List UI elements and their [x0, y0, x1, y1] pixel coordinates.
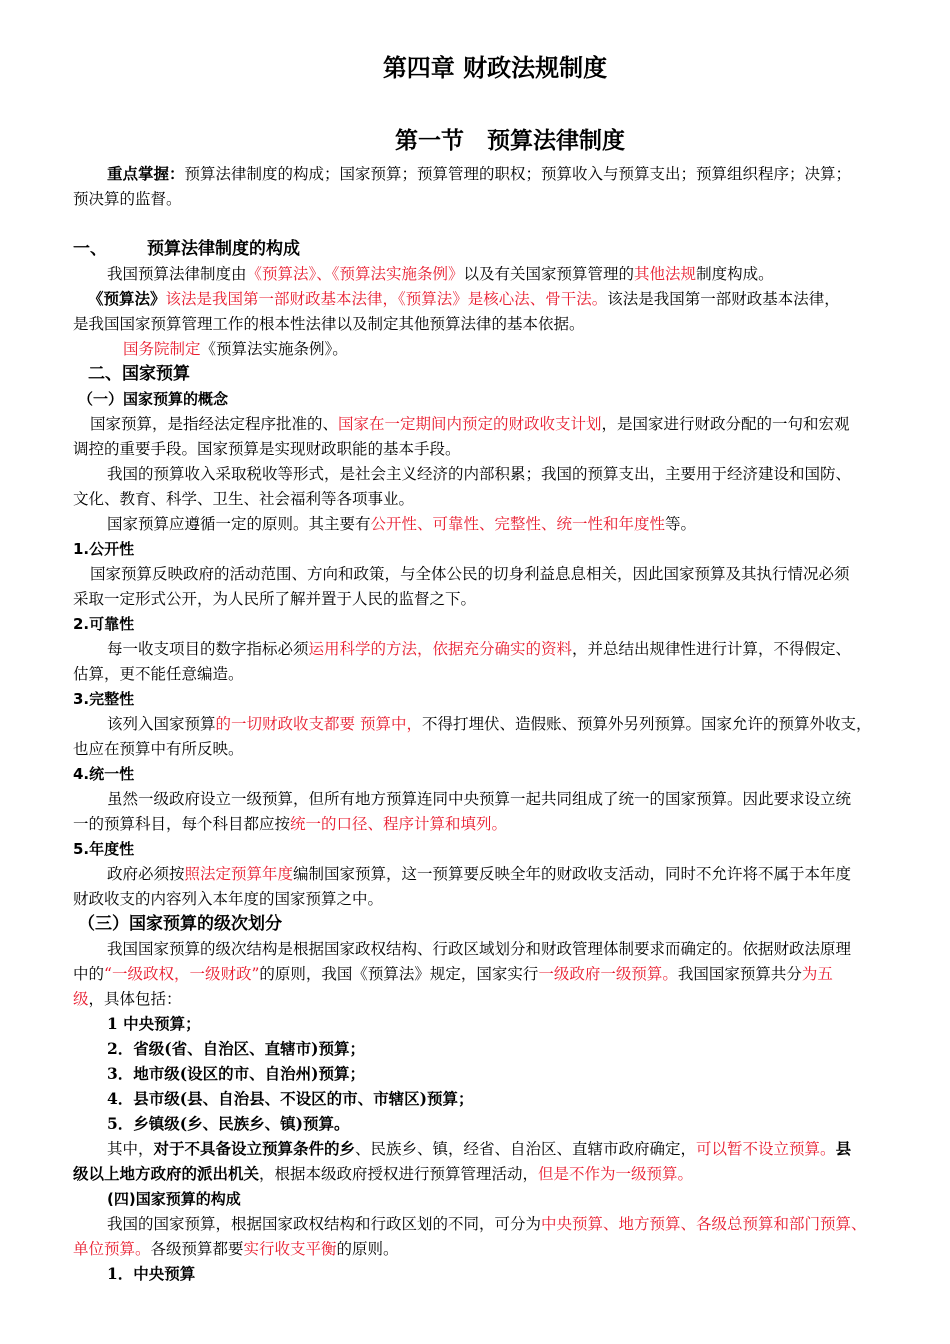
s2-paragraph-1-line2: 调控的重要手段。国家预算是实现财政职能的基本手段。 — [73, 440, 461, 458]
highlight-run: 《预算法》、《预算法实施条例》 — [246, 265, 464, 283]
key-points-line1 — [107, 164, 851, 184]
s3-paragraph-2-line2 — [73, 1164, 693, 1184]
bold-run: 《预算法》 — [88, 289, 166, 308]
level-item: 4．县市级(县、自治县、不设区的市、市辖区)预算； — [107, 1089, 474, 1108]
s3-paragraph-1-line1: 我国国家预算的级次结构是根据国家政权结构、行政区域划分和财政管理体制要求而确定的。依据财政法原理 — [107, 940, 852, 958]
section-title: 第一节 预算法律制度 — [395, 128, 625, 154]
s1-paragraph-1 — [107, 264, 774, 284]
principle-3-line2: 也应在预算中有所反映。 — [73, 740, 244, 758]
s3-paragraph-1-line3 — [73, 989, 182, 1009]
text-run: 我国国家预算共分 — [677, 965, 802, 983]
heading-s3: （三）国家预算的级次划分 — [78, 914, 282, 934]
s4-paragraph-1-line1 — [107, 1214, 867, 1234]
highlight-run: 公开性、可靠性、完整性、统一性和年度性 — [370, 515, 666, 533]
heading-s1-text: 预算法律制度的构成 — [147, 239, 300, 259]
principle-5-heading: 5.年度性 — [73, 840, 135, 858]
text-run: 政府必须按 — [107, 865, 185, 883]
s2-paragraph-3 — [107, 514, 696, 534]
s3-paragraph-2-line1 — [107, 1139, 851, 1159]
principle-5-line1 — [107, 864, 851, 884]
principle-1-line2: 采取一定形式公开，为人民所了解并置于人民的监督之下。 — [73, 590, 477, 608]
highlight-run: 单位预算。 — [73, 1240, 151, 1258]
principle-4-heading: 4.统一性 — [73, 765, 135, 783]
bold-run: 对于不具备设立预算条件的乡 — [153, 1139, 356, 1158]
s1-paragraph-2-line2: 是我国国家预算管理工作的根本性法律以及制定其他预算法律的基本依据。 — [73, 315, 585, 333]
highlight-run: 级 — [73, 990, 89, 1008]
text-run: 我国的国家预算，根据国家政权结构和行政区划的不同，可分为 — [107, 1215, 542, 1233]
text-run: 不得打埋伏、造假账、预算外另列预算。国家允许的预算外收支， — [421, 715, 872, 733]
s2-paragraph-1-line1 — [90, 414, 850, 434]
s2-paragraph-2-line2: 文化、教育、科学、卫生、社会福利等各项事业。 — [73, 490, 415, 508]
text-run: 、民族乡、镇，经省、自治区、直辖市政府确定， — [355, 1140, 697, 1158]
heading-s1 — [73, 239, 300, 259]
s4-paragraph-1-line2 — [73, 1239, 399, 1259]
s3-paragraph-1-line2 — [73, 964, 833, 984]
text-run: 每一收支项目的数字指标必须 — [107, 640, 309, 658]
text-run: 该列入国家预算 — [107, 715, 216, 733]
heading-s4: (四)国家预算的构成 — [107, 1190, 241, 1208]
s2-paragraph-2-line1: 我国的预算收入采取税收等形式，是社会主义经济的内部积累；我国的预算支出，主要用于经济建设和国防、 — [107, 465, 852, 483]
principle-4-line2 — [73, 814, 507, 834]
highlight-run: 统一的口径、程序计算和填列。 — [290, 815, 508, 833]
highlight-run: 该法是我国第一部财政基本法律，《预算法》是核心法、骨干法。 — [165, 290, 608, 308]
highlight-run: 国家在一定期间内预定的财政收支计划 — [338, 415, 602, 433]
text-run: ，根据本级政府授权进行预算管理活动， — [259, 1165, 539, 1183]
highlight-run: 国务院制定 — [123, 340, 201, 358]
text-run: 的原则，我国《预算法》规定，国家实行 — [259, 965, 539, 983]
principle-2-line1 — [107, 639, 851, 659]
text-run: ，并总结出规律性进行计算，不得假定、 — [572, 640, 852, 658]
text-run: 该法是我国第一部财政基本法律， — [607, 290, 840, 308]
highlight-run: 其他法规 — [634, 265, 697, 283]
text-run: 中的 — [73, 965, 105, 983]
text-run: 各级预算都要 — [150, 1240, 244, 1258]
heading-s1-number: 一、 — [73, 239, 107, 259]
level-item: 3．地市级(设区的市、自治州)预算； — [107, 1064, 365, 1083]
level-item: 2．省级(省、自治区、直辖市)预算； — [107, 1039, 365, 1058]
text-run: 国家预算应遵循一定的原则。其主要有 — [107, 515, 371, 533]
highlight-run: 的一切财政收支都要 预算中， — [215, 715, 422, 733]
principle-3-line1 — [107, 714, 871, 734]
heading-s2-sub1: （一）国家预算的概念 — [78, 390, 229, 408]
s4-item-1: 1．中央预算 — [107, 1264, 196, 1283]
text-run: 制度构成。 — [696, 265, 774, 283]
bold-run: 县 — [835, 1139, 852, 1158]
text-run: 等。 — [665, 515, 697, 533]
highlight-run: 可以暂不设立预算。 — [696, 1140, 836, 1158]
text-run: 国家预算，是指经法定程序批准的、 — [90, 415, 339, 433]
principle-1-heading: 1.公开性 — [73, 540, 135, 558]
text-run: 我国预算法律制度由 — [107, 265, 247, 283]
highlight-run: 中央预算、地方预算、各级总预算和部门预算、 — [541, 1215, 867, 1233]
level-item: 1 中央预算； — [107, 1014, 201, 1033]
s1-paragraph-2-line1 — [88, 289, 840, 309]
highlight-run: 照法定预算年度 — [184, 865, 294, 883]
principle-2-line2: 估算，更不能任意编造。 — [73, 665, 244, 683]
text-run: 的原则。 — [336, 1240, 399, 1258]
principle-1-line1: 国家预算反映政府的活动范围、方向和政策，与全体公民的切身利益息息相关，因此国家预算及其执行情况必须 — [90, 565, 850, 583]
key-points-text: 预算法律制度的构成；国家预算；预算管理的职权；预算收入与预算支出；预算组织程序；决算； — [184, 165, 852, 183]
highlight-run: 一级政府一级预算。 — [538, 965, 678, 983]
heading-s2: 二、国家预算 — [88, 364, 190, 384]
key-points-label: 重点掌握： — [107, 164, 185, 183]
principle-3-heading: 3.完整性 — [73, 690, 135, 708]
text-run: 编制国家预算，这一预算要反映全年的财政收支活动，同时不允许将不属于本年度 — [293, 865, 852, 883]
chapter-title: 第四章 财政法规制度 — [382, 54, 608, 82]
highlight-run: 实行收支平衡 — [243, 1240, 337, 1258]
level-item: 5．乡镇级(乡、民族乡、镇)预算。 — [107, 1114, 350, 1133]
principle-4-line1: 虽然一级政府设立一级预算，但所有地方预算连同中央预算一起共同组成了统一的国家预算。因此要求设立统 — [107, 790, 852, 808]
text-run: ，具体包括： — [88, 990, 182, 1008]
highlight-run: 为五 — [801, 965, 833, 983]
text-run: 一的预算科目，每个科目都应按 — [73, 815, 291, 833]
principle-2-heading: 2.可靠性 — [73, 615, 135, 633]
highlight-run: 运用科学的方法，依据充分确实的资料 — [308, 640, 573, 658]
highlight-run: 但是不作为一级预算。 — [538, 1165, 694, 1183]
bold-run: 级以上地方政府的派出机关 — [73, 1164, 260, 1183]
highlight-run: “一级政权，一级财政” — [104, 965, 260, 983]
text-run: 以及有关国家预算管理的 — [463, 265, 635, 283]
key-points-line2: 预决算的监督。 — [73, 190, 182, 208]
s1-paragraph-3 — [123, 339, 348, 359]
text-run: 《预算法实施条例》。 — [200, 340, 348, 358]
principle-5-line2: 财政收支的内容列入本年度的国家预算之中。 — [73, 890, 384, 908]
text-run: 其中， — [107, 1140, 154, 1158]
text-run: ，是国家进行财政分配的一句和宏观 — [601, 415, 850, 433]
